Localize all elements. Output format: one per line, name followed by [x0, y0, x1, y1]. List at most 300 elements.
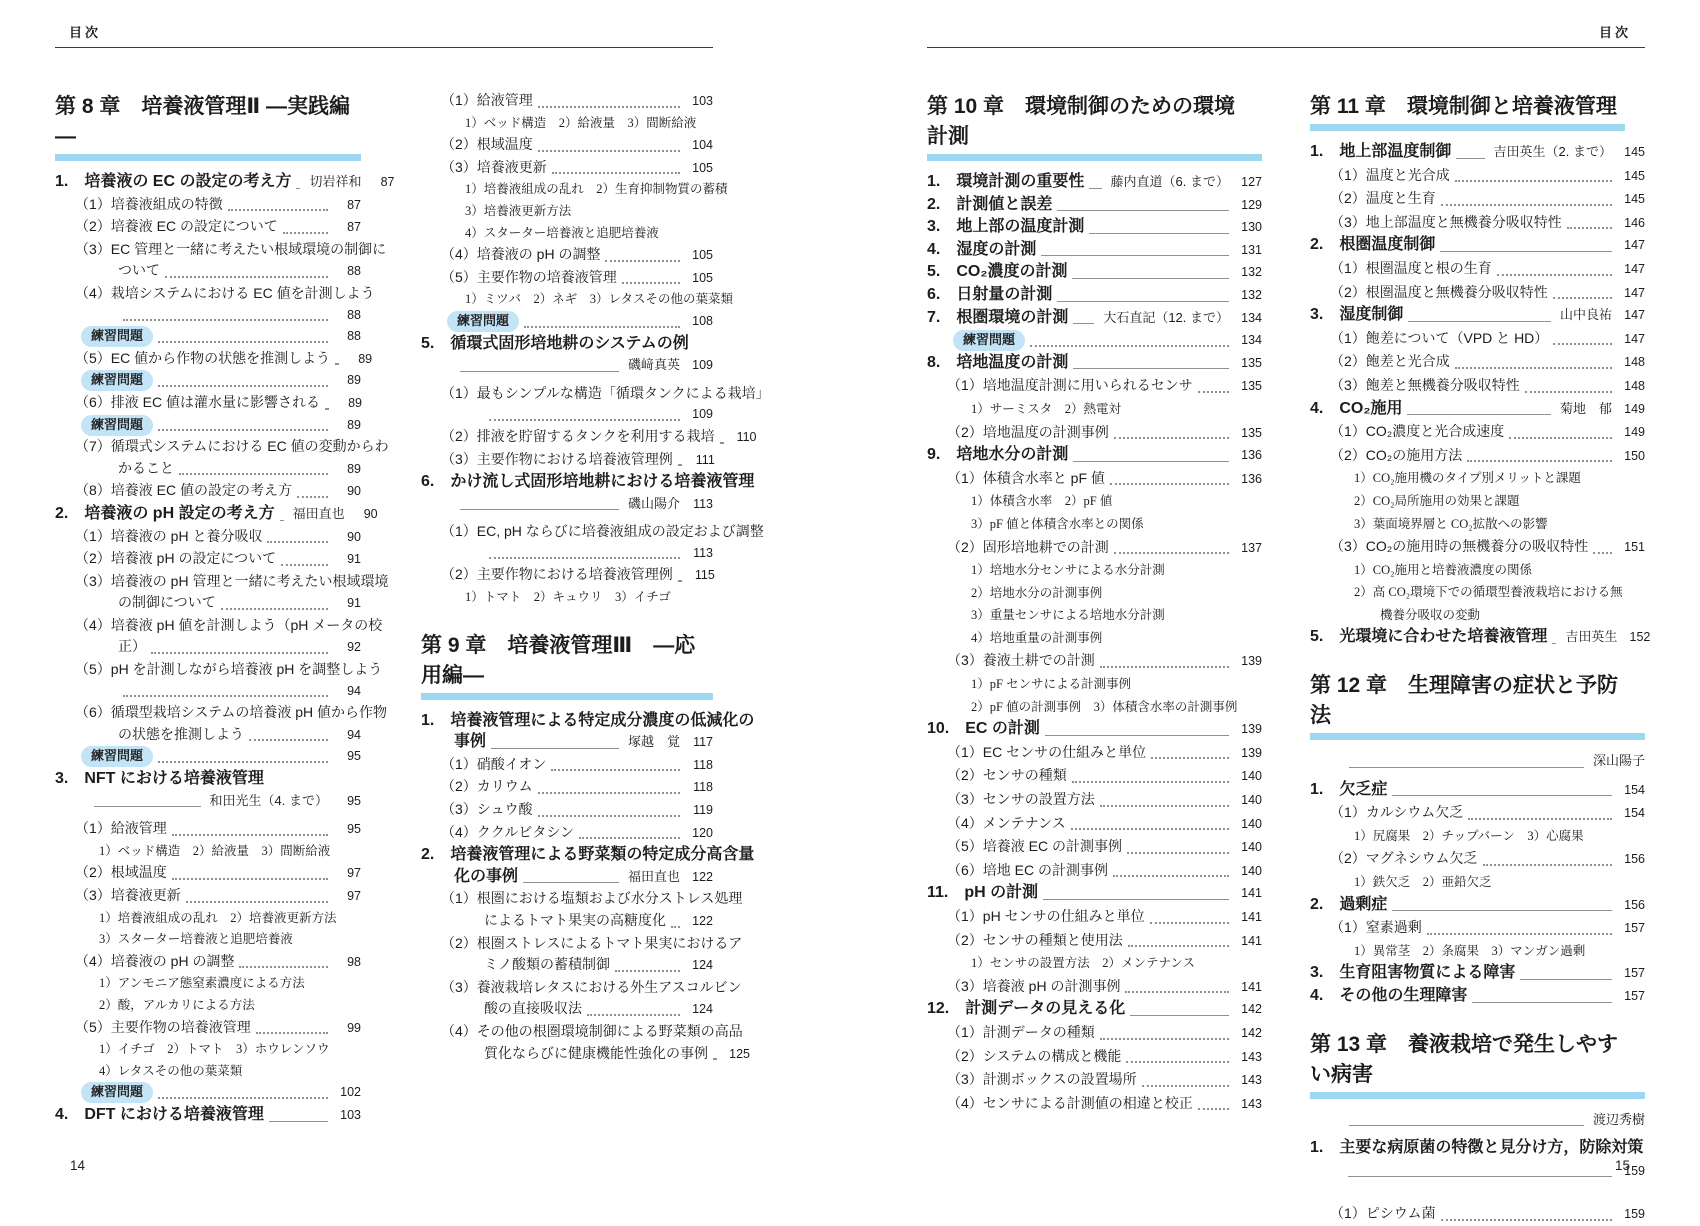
toc-section-title: 1. 環境計測の重要性 [927, 173, 1085, 190]
page-ref: 105 [692, 160, 713, 175]
dot-leader [1072, 781, 1229, 783]
toc-item-text: （3）センサの設置方法 [947, 791, 1095, 808]
page-ref: 124 [692, 1002, 713, 1017]
line-leader [1456, 158, 1484, 159]
toc-subitem [99, 1061, 361, 1083]
toc-item [1330, 444, 1645, 468]
toc-section-title: 事例 [454, 733, 487, 751]
dot-leader [1468, 818, 1612, 820]
dot-leader [1553, 297, 1612, 299]
toc-item [1330, 535, 1645, 559]
toc-subitem-text: 1）鉄欠乏 2）亜鉛欠乏 [1354, 875, 1492, 890]
toc-item-text: （1）培養液の pH と養分吸収 [75, 527, 263, 544]
toc-section [1310, 894, 1645, 917]
toc-subitem-text: 1）培地水分センサによる水分計測 [971, 563, 1165, 578]
toc-section [55, 503, 378, 526]
toc-item [441, 822, 713, 845]
toc-item [75, 348, 373, 371]
page-ref: 110 [736, 429, 757, 444]
toc-item-text: （5）EC 値から作物の状態を推測しよう [75, 349, 331, 366]
toc-subitem [465, 223, 713, 245]
dot-leader [587, 1014, 680, 1016]
line-leader [1440, 251, 1612, 252]
toc-section [927, 194, 1262, 217]
page-ref: 122 [692, 869, 713, 884]
dot-leader [1071, 828, 1229, 830]
toc-section [927, 261, 1262, 284]
page-ref: 118 [693, 780, 713, 795]
toc-subitem [971, 490, 1262, 513]
right-page-columns [927, 90, 1651, 1226]
dot-leader [172, 834, 328, 836]
toc-item-text: （1）根圏温度と根の生育 [1330, 259, 1492, 276]
dot-leader [1497, 274, 1612, 276]
toc-section [421, 844, 755, 866]
exercise-badge: 練習問題 [81, 415, 153, 436]
dot-leader [165, 276, 328, 278]
line-leader [1073, 461, 1229, 462]
toc-item-text: （3）培養液更新 [75, 887, 181, 903]
toc-item [1330, 420, 1645, 444]
toc-subitem [1354, 871, 1645, 894]
toc-item-text: （2）培養液 EC の設定について [75, 218, 278, 235]
toc-subitem [1354, 581, 1645, 604]
toc-item [1330, 327, 1645, 351]
toc-subitem [971, 398, 1262, 421]
toc-item [1330, 211, 1645, 235]
toc-item [75, 571, 389, 593]
page-ref: 131 [1241, 242, 1262, 257]
toc-item-text: （2）センサの種類 [947, 767, 1067, 784]
page-ref: 89 [347, 461, 361, 476]
toc-item [441, 1021, 743, 1043]
toc-item [947, 1068, 1262, 1092]
toc-subitem [1354, 467, 1645, 490]
toc-section [1310, 304, 1645, 327]
page-ref: 140 [1241, 769, 1262, 784]
toc-item [1330, 916, 1645, 940]
dot-leader [228, 209, 328, 211]
toc-item [1330, 801, 1645, 825]
page-ref: 139 [1241, 722, 1262, 737]
toc-subitem-text: 2）培地水分の計測事例 [971, 585, 1103, 600]
page-ref: 140 [1241, 816, 1262, 831]
author-name: 切岩祥和 [309, 174, 362, 189]
author-name: 山中良祐 [1559, 307, 1612, 323]
toc-section-title: 10. EC の計測 [927, 720, 1040, 738]
toc-subitem-text: 1）サーミスタ 2）熱電対 [971, 401, 1122, 416]
toc-item-text: （1）硝酸イオン [441, 755, 547, 772]
toc-item-text: （8）培養液 EC 値の設定の考え方 [75, 482, 293, 499]
toc-section-title: 1. 培養液の EC の設定の考え方 [55, 173, 292, 190]
toc-item [441, 383, 770, 405]
toc-header-right: 目次 [927, 18, 1645, 48]
toc-subitem [465, 201, 713, 223]
toc-item [75, 480, 361, 503]
toc-item-text: （3）培養液の pH 管理と一緒に考えたい根域環境 [75, 572, 389, 589]
toc-item-text: かること [118, 459, 174, 476]
toc-section [927, 718, 1262, 741]
toc-item [947, 1021, 1262, 1045]
toc-item [75, 216, 361, 239]
toc-item-text: （1）カルシウム欠乏 [1330, 804, 1464, 821]
page-ref: 135 [1241, 379, 1262, 394]
page-ref: 90 [347, 484, 361, 499]
toc-subitem [465, 113, 713, 135]
dot-leader [158, 341, 328, 343]
toc-section [927, 171, 1262, 194]
dot-leader [1441, 204, 1612, 206]
toc-section-title: 1. 欠乏症 [1310, 780, 1388, 798]
toc-subitem [465, 587, 713, 609]
page-ref: 104 [692, 138, 713, 153]
toc-item [947, 859, 1262, 883]
page-ref: 143 [1241, 1049, 1262, 1064]
toc-subitem [99, 929, 361, 951]
author-credit [455, 493, 713, 516]
line-leader [1472, 1002, 1612, 1003]
toc-item-text: （3）培養液 pH の計測事例 [947, 977, 1121, 994]
toc-subitem-text: 4）レタスその他の葉菜類 [99, 1063, 243, 1078]
dot-leader [123, 695, 328, 697]
line-leader [460, 371, 619, 372]
author-credit [89, 790, 361, 813]
toc-item [947, 788, 1262, 812]
page-ref: 141 [1241, 886, 1262, 901]
dot-leader [158, 429, 328, 431]
toc-item-text: （6）培地 EC の計測事例 [947, 861, 1109, 878]
dot-leader [1198, 391, 1229, 393]
toc-subitem [971, 582, 1262, 605]
dot-leader [1567, 227, 1612, 229]
toc-section-title: 2. 根圏温度制御 [1310, 236, 1436, 254]
line-leader [1045, 735, 1229, 736]
dot-leader [1483, 864, 1612, 866]
chapter-heading [927, 92, 1262, 161]
line-leader [1072, 278, 1229, 279]
toc-item-text: によるトマト果実の高糖度化 [484, 912, 666, 928]
toc-section [421, 710, 755, 732]
toc-item [947, 536, 1262, 560]
toc-section-title: 2. 過剰症 [1310, 895, 1388, 913]
page-ref: 136 [1241, 471, 1262, 486]
line-leader [1057, 301, 1229, 302]
toc-item-text: （1）温度と光合成 [1330, 166, 1450, 183]
author-name: 深山陽子 [1592, 753, 1645, 769]
toc-subitem [971, 513, 1262, 536]
line-leader [1348, 1176, 1612, 1177]
toc-header-left: 目次 [55, 18, 713, 48]
toc-section-title: 6. 日射量の計測 [927, 285, 1053, 303]
toc-item-continuation [484, 998, 713, 1021]
dot-leader [1128, 945, 1229, 947]
page-ref: 90 [347, 529, 361, 544]
chapter-heading [1310, 92, 1645, 131]
page-ref: 154 [1624, 806, 1645, 821]
dot-leader [1467, 460, 1612, 462]
toc-item-text: （4）培養液 pH 値を計測しよう（pH メータの校 [75, 616, 383, 633]
toc-item [441, 267, 713, 290]
line-leader [460, 509, 619, 510]
line-leader [491, 748, 619, 749]
page-ref: 95 [347, 822, 361, 837]
dot-leader [489, 419, 680, 421]
toc-item-text: の制御について [118, 594, 216, 611]
page-ref: 143 [1241, 1096, 1262, 1111]
dot-leader [1198, 1108, 1229, 1110]
toc-item-continuation [484, 1043, 750, 1066]
page-ref: 156 [1624, 897, 1645, 912]
dot-leader [671, 926, 680, 928]
toc-item [947, 975, 1262, 999]
toc-section [1310, 779, 1645, 802]
toc-subitem [971, 604, 1262, 627]
toc-item [75, 702, 388, 724]
toc-item [1330, 1202, 1645, 1226]
toc-subitem-text: 2）pF 値の計測事例 3）体積含水率の計測事例 [971, 699, 1238, 714]
page-ref: 89 [358, 351, 373, 366]
page-ref: 152 [1629, 630, 1651, 645]
toc-item-text: （2）根圏ストレスによるトマト果実におけるア [441, 934, 743, 951]
line-leader [1408, 321, 1551, 322]
page-ref: 92 [347, 640, 361, 655]
page-ref: 94 [347, 727, 361, 742]
page-ref: 113 [693, 545, 713, 560]
toc-subitem [99, 973, 361, 995]
toc-item-text: （2）根圏温度と無機養分吸収特性 [1330, 283, 1548, 300]
dot-leader [267, 541, 328, 543]
toc-item [75, 818, 361, 841]
toc-section-title: 5. 光環境に合わせた培養液管理 [1310, 628, 1548, 646]
leader-row [484, 543, 713, 565]
toc-item [1330, 350, 1645, 374]
chapter-heading-text: 第 11 章 環境制御と培養液管理 [1310, 92, 1625, 131]
toc-section [927, 284, 1262, 307]
toc-item-text: （2）温度と生育 [1330, 190, 1436, 207]
dot-leader [1110, 483, 1229, 485]
toc-subitem-text: 1）イチゴ 2）トマト 3）ホウレンソウ [99, 1042, 330, 1057]
toc-section-title: 2. 培養液の pH 設定の考え方 [55, 504, 275, 522]
page-ref: 88 [347, 264, 361, 279]
toc-subitem [1354, 490, 1645, 513]
toc-item [947, 649, 1262, 673]
exercise-badge-row [81, 746, 361, 768]
toc-item-text: 質化ならびに健康機能性強化の事例 [484, 1044, 708, 1061]
toc-item [1330, 257, 1645, 281]
page-ref: 102 [340, 1085, 361, 1100]
author-name: 福田直也 [292, 505, 345, 521]
dot-leader [283, 232, 328, 234]
dot-leader [1427, 933, 1612, 935]
page-ref: 113 [693, 496, 713, 511]
toc-item-text: （3）計測ボックスの設置場所 [947, 1071, 1137, 1088]
page-ref: 157 [1624, 989, 1645, 1003]
toc-item [947, 374, 1262, 398]
toc-item-continuation [118, 592, 361, 615]
toc-item-text: 酸の直接吸収法 [484, 1000, 582, 1017]
toc-section-title: 3. NFT における培養液管理 [55, 770, 264, 788]
toc-item [441, 776, 713, 799]
exercise-badge-row [81, 326, 361, 348]
toc-item-text: （4）培養液の pH の調整 [75, 952, 235, 969]
toc-section [55, 171, 395, 194]
toc-item [947, 741, 1262, 765]
toc-subitem-text: 1）CO₂施用と培養液濃度の関係 [1354, 562, 1532, 577]
toc-subitem [971, 696, 1262, 719]
toc-item [441, 244, 713, 267]
toc-item [441, 754, 713, 777]
page-ref: 142 [1241, 1002, 1262, 1017]
toc-item-text: 正） [118, 638, 146, 655]
toc-item-continuation [118, 458, 361, 481]
page-ref: 150 [1624, 448, 1645, 463]
toc-item-text: （2）培地温度の計測事例 [947, 423, 1109, 440]
toc-subitem-text: 1）ベッド構造 2）給液量 3）間断給液 [465, 115, 697, 130]
dot-leader [622, 282, 680, 284]
line-leader [523, 882, 619, 883]
toc-item [75, 548, 361, 571]
toc-item-text: （1）最もシンプルな構造「循環タンクによる栽培」 [441, 384, 770, 401]
dot-leader [489, 557, 680, 559]
toc-item-text: （4）培養液の pH の調整 [441, 246, 601, 263]
page-ref: 130 [1241, 220, 1262, 235]
dot-leader [281, 564, 328, 566]
page-ref: 139 [1241, 654, 1262, 669]
dot-leader [551, 769, 680, 771]
toc-column [927, 90, 1262, 1226]
toc-item-text: （1）培養液組成の特徴 [75, 195, 223, 212]
toc-subitem [1354, 825, 1645, 848]
author-name: 菊地 郁 [1559, 400, 1612, 416]
author-credit [455, 354, 713, 377]
toc-subitem-text: 1）トマト 2）キュウリ 3）イチゴ [465, 590, 671, 605]
page-ref: 105 [692, 248, 713, 263]
dot-leader [1100, 1038, 1229, 1040]
exercise-badge-row [953, 329, 1262, 352]
dot-leader [172, 878, 328, 880]
toc-item-text: （3）CO₂の施用時の無機養分の吸収特性 [1330, 538, 1589, 555]
toc-item-text: （3）養液栽培レタスにおける外生アスコルビン [441, 978, 742, 995]
page-ref: 90 [363, 506, 378, 521]
page-ref: 118 [693, 757, 713, 772]
toc-section-title: 12. 計測データの見える化 [927, 1000, 1126, 1018]
page-ref: 145 [1624, 168, 1645, 183]
toc-subitem [99, 1039, 361, 1061]
dot-leader [1509, 437, 1612, 439]
line-leader [280, 520, 284, 521]
author-name: 和田光生（4. まで） [209, 792, 328, 808]
toc-item-text: （5）pH を計測しながら培養液 pH を調整しよう [75, 661, 383, 678]
toc-item [1330, 374, 1645, 398]
dot-leader [1593, 552, 1612, 554]
toc-item-text: （2）固形培地耕での計測 [947, 538, 1109, 555]
toc-item [947, 467, 1262, 491]
page-ref: 117 [693, 735, 713, 750]
dot-leader [1525, 391, 1612, 393]
toc-section-title: 3. 生育阻害物質による障害 [1310, 964, 1516, 982]
toc-subitem [1354, 513, 1645, 536]
toc-item [441, 977, 742, 999]
toc-section [421, 333, 713, 355]
toc-item-text: （3）EC 管理と一緒に考えたい根域環境の制御に [75, 240, 387, 257]
exercise-badge: 練習問題 [81, 326, 153, 347]
toc-item-text: （2）培養液 pH の設定について [75, 550, 277, 567]
toc-item [947, 1045, 1262, 1069]
toc-item-text: （4）その他の根圏環境制御による野菜類の高品 [441, 1022, 743, 1039]
page-ref: 147 [1624, 331, 1645, 346]
exercise-badge-row [81, 1082, 361, 1104]
toc-section [927, 352, 1262, 375]
page-ref: 108 [692, 313, 713, 328]
toc-subitem [99, 841, 361, 863]
toc-section [927, 216, 1262, 239]
toc-subitem-text: 1）尻腐果 2）チップバーン 3）心腐果 [1354, 828, 1584, 843]
toc-item [75, 1017, 361, 1040]
page-ref: 127 [1241, 175, 1262, 189]
page-ref: 157 [1624, 921, 1645, 936]
page-ref: 145 [1624, 145, 1645, 159]
toc-subitem-text: 1）体積含水率 2）pF 値 [971, 494, 1113, 509]
page-ref: 147 [1624, 261, 1645, 276]
chapter-heading [1310, 671, 1645, 740]
dot-leader [1030, 345, 1229, 347]
toc-item [441, 449, 713, 472]
toc-item-text: （1）pH センサの仕組みと単位 [947, 908, 1145, 924]
exercise-badge-row [81, 370, 361, 392]
toc-section-title: 9. 培地水分の計測 [927, 446, 1069, 464]
toc-item-continuation [118, 636, 361, 659]
page-ref: 109 [692, 407, 713, 422]
dot-leader [1441, 1219, 1612, 1221]
chapter-heading [1310, 1030, 1645, 1099]
toc-item-text: （2）マグネシウム欠乏 [1330, 850, 1478, 867]
dot-leader [1113, 875, 1229, 877]
page-number-right: 15 [1614, 1158, 1630, 1173]
page-number-left: 14 [70, 1158, 86, 1173]
page-ref: 157 [1624, 966, 1645, 981]
toc-subitem [1380, 604, 1645, 627]
dot-leader [1100, 666, 1229, 668]
line-leader [1089, 188, 1101, 189]
toc-item [947, 1092, 1262, 1116]
toc-item [75, 526, 361, 549]
toc-section [927, 882, 1262, 905]
page-ref: 115 [694, 568, 715, 583]
left-page [55, 18, 770, 1127]
page-ref: 94 [347, 683, 361, 698]
toc-subitem-text: 1）異常茎 2）条腐果 3）マンガン過剰 [1354, 943, 1586, 958]
page-ref: 91 [347, 552, 361, 567]
toc-subitem-text: 4）培地重量の計測事例 [971, 630, 1103, 645]
toc-subitem [971, 627, 1262, 650]
line-leader [1073, 323, 1094, 324]
page-ref: 145 [1624, 192, 1645, 207]
dot-leader [1553, 343, 1612, 345]
chapter-heading-text: 第 12 章 生理障害の症状と予防法 [1310, 671, 1645, 740]
author-name: 磯山陽介 [627, 495, 680, 511]
page-ref: 87 [347, 220, 361, 235]
page-ref: 141 [1241, 979, 1262, 994]
toc-section [1310, 962, 1645, 985]
toc-item-text: （2）カリウム [441, 778, 533, 795]
dot-leader [158, 385, 328, 387]
line-leader [1392, 795, 1612, 796]
toc-item [441, 90, 713, 113]
toc-subitem-text: 1）CO₂施用機のタイプ別メリットと課題 [1354, 471, 1581, 486]
toc-subitem [1354, 940, 1645, 963]
page-ref: 139 [1241, 745, 1262, 760]
toc-item-text: （1）計測データの種類 [947, 1023, 1095, 1040]
